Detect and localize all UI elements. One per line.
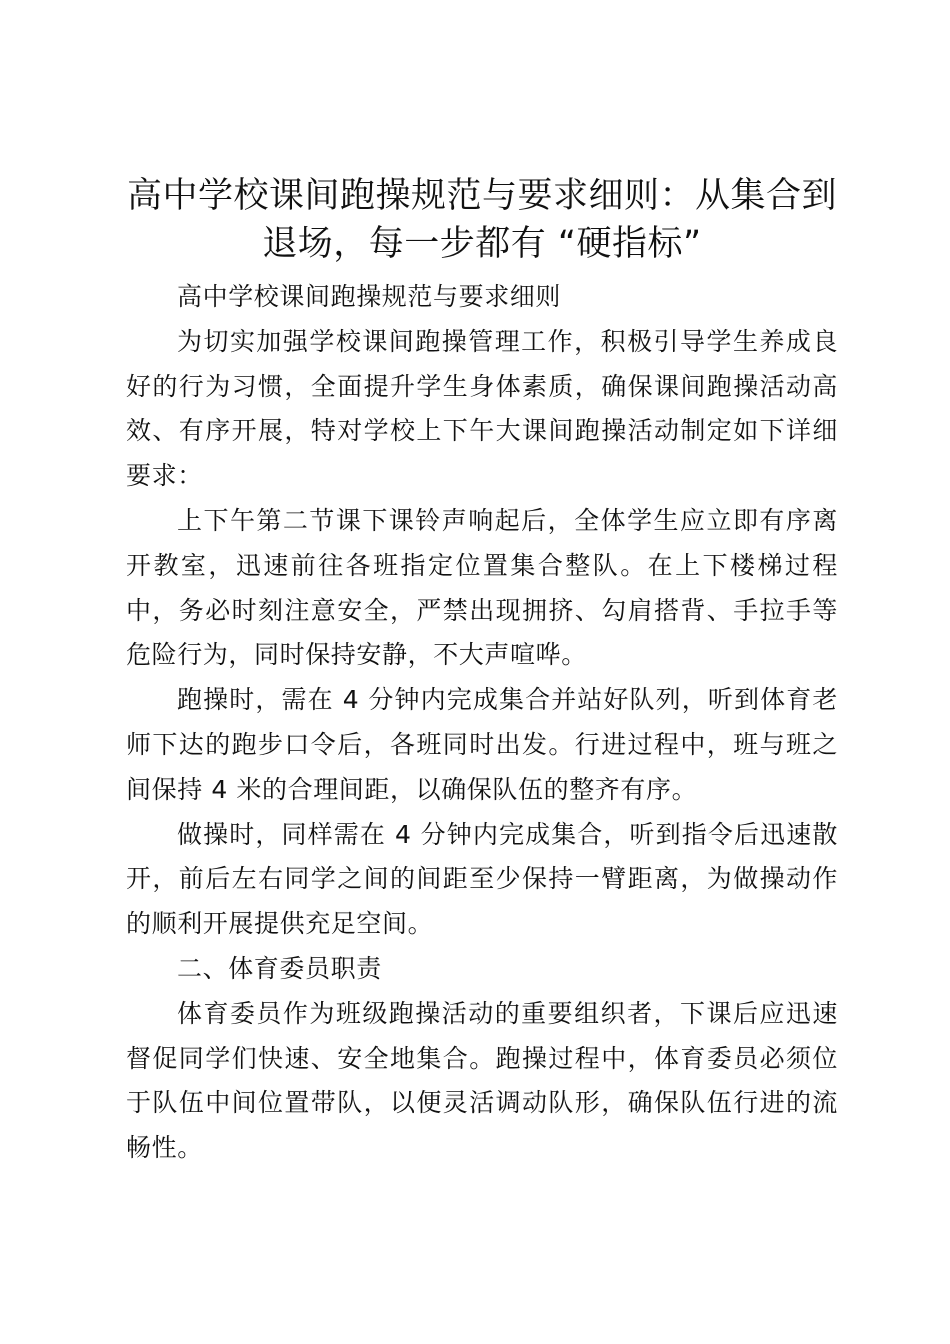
intro-paragraph: 为切实加强学校课间跑操管理工作，积极引导学生养成良好的行为习惯，全面提升学生身体素质，确保课间跑操活动高效、有序开展，特对学校上下午大课间跑操活动制定如下详细要求：: [126, 326, 838, 491]
assembly-paragraph: 上下午第二节课下课铃声响起后，全体学生应立即有序离开教室，迅速前往各班指定位置集合整队。在上下楼梯过程中，务必时刻注意安全，严禁出现拥挤、勾肩搭背、手拉手等危险行为，同时保持安静，不大声喧哗。: [126, 505, 838, 670]
title-line-2: 退场，每一步都有 “硬指标”: [262, 224, 702, 264]
document-body: [126, 275, 838, 1171]
title-line-1: 高中学校课间跑操规范与要求细则：从集合到: [126, 176, 837, 216]
section-heading: 二、体育委员职责: [177, 953, 382, 983]
document-title: [126, 172, 838, 268]
pe-committee-paragraph: 体育委员作为班级跑操活动的重要组织者，下课后应迅速督促同学们快速、安全地集合。跑操过程中，体育委员必须位于队伍中间位置带队，以便灵活调动队形，确保队伍行进的流畅性。: [126, 998, 838, 1163]
running-paragraph: 跑操时，需在 4 分钟内完成集合并站好队列，听到体育老师下达的跑步口令后，各班同时出发。行进过程中，班与班之间保持 4 米的合理间距，以确保队伍的整齐有序。: [126, 685, 838, 804]
subtitle-paragraph: 高中学校课间跑操规范与要求细则: [177, 282, 562, 311]
exercise-paragraph: 做操时，同样需在 4 分钟内完成集合，听到指令后迅速散开，前后左右同学之间的间距至少保持一臂距离，为做操动作的顺利开展提供充足空间。: [126, 819, 838, 939]
